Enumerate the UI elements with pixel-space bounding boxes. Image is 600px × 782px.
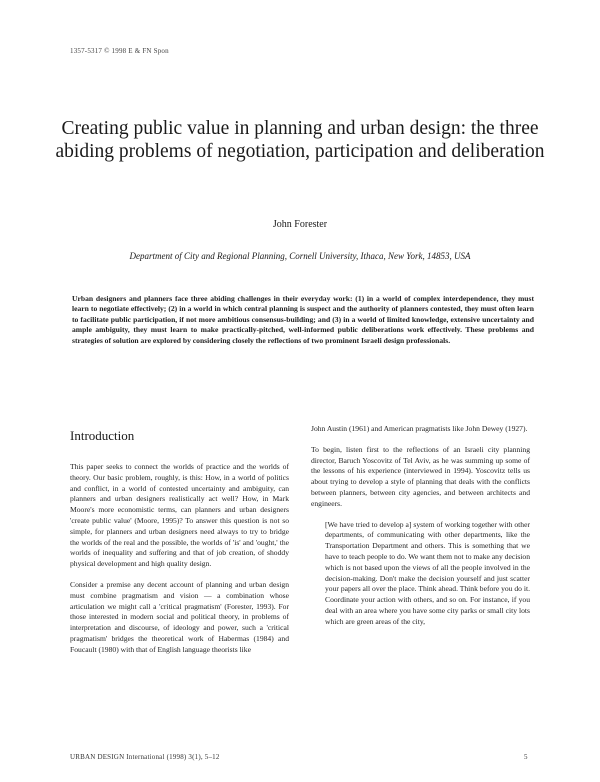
body-paragraph: John Austin (1961) and American pragmatists like John Dewey (1927). [311, 424, 528, 433]
abstract: Urban designers and planners face three abiding challenges in their everyday work: (1) in a world of complex interdependence, they must learn to negotiate effectively; (2) in a world in which central planning is suspect and the authority of planners contested, they must often learn to facilitate public participation, if not more ambitious consensus-building; and (3) in a world of limited knowledge, extensive uncertainty and ample ambiguity, they must learn to make practically-pitched, well-informed public deliberations work effectively. These problems and strategies of solution are explored by considering closely the reflections of two prominent Israeli design professionals. [72, 294, 534, 345]
author-name: John Forester [272, 219, 328, 230]
body-paragraph: This paper seeks to connect the worlds of practice and the worlds of theory. Our basic problem, roughly, is this: How, in a world of politics and conflict, in a world of contested uncertainty and ambiguity, can planners and urban designers realistically act well? How, in Mark Moore's more economistic terms, can planners and urban designers 'create public value' (Moore, 1995)? To answer this question is not so simple, for planners and urban designers need always to try to bridge the worlds of the real and the possible, the worlds of 'is' and 'ought,' the worlds of inequality and suffering and that of job creation, of shoddy physical development and high quality design. [70, 462, 289, 569]
footer-journal: URBAN DESIGN International (1998) 3(1), 5–12 [70, 753, 220, 761]
left-column [70, 424, 289, 666]
article-title: Creating public value in planning and urban design: the three abiding problems of negotiation, participation and deliberation [55, 118, 545, 162]
page-number: 5 [524, 753, 528, 761]
block-quote: [We have tried to develop a] system of working together with other departments, of communicating with other departments, like the Transportation Department and others. This is something that we have to teach people to do. We want them not to make any decision which is not based upon the views of all the people involved in the decision-making. Don't make the decision yourself and just scatter your papers all over the place. Think ahead. Think before you do it. Coordinate your action with others, and so on. For instance, if you deal with an area where you have some city parks or small city lots which are green areas of the city, [325, 519, 530, 626]
right-column [311, 424, 530, 628]
section-heading: Introduction [70, 428, 135, 443]
journal-code: 1357-5317 © 1998 E & FN Spon [70, 47, 169, 55]
body-paragraph: To begin, listen first to the reflections of an Israeli city planning director, Baruch Yoscovitz of Tel Aviv, as he was summing up some of the lessons of his experience (interviewed in 1994). Yoscovitz tells us about trying to develop a style of planning that deals with the conflicts between planners, between city agencies, and between architects and engineers. [311, 444, 530, 508]
body-paragraph: Consider a premise any decent account of planning and urban design must combine pragmatism and vision — a combination whose articulation we might call a 'critical pragmatism' (Forester, 1993). For those interested in modern social and political theory, in problems of interpretation and discourse, of ideology and power, such a 'critical pragmatism' bridges the theoretical work of Habermas (1984) and Foucault (1980) with that of English language theorists like [70, 579, 289, 654]
author-affiliation: Department of City and Regional Planning, Cornell University, Ithaca, New York, 14853, USA [129, 251, 471, 261]
